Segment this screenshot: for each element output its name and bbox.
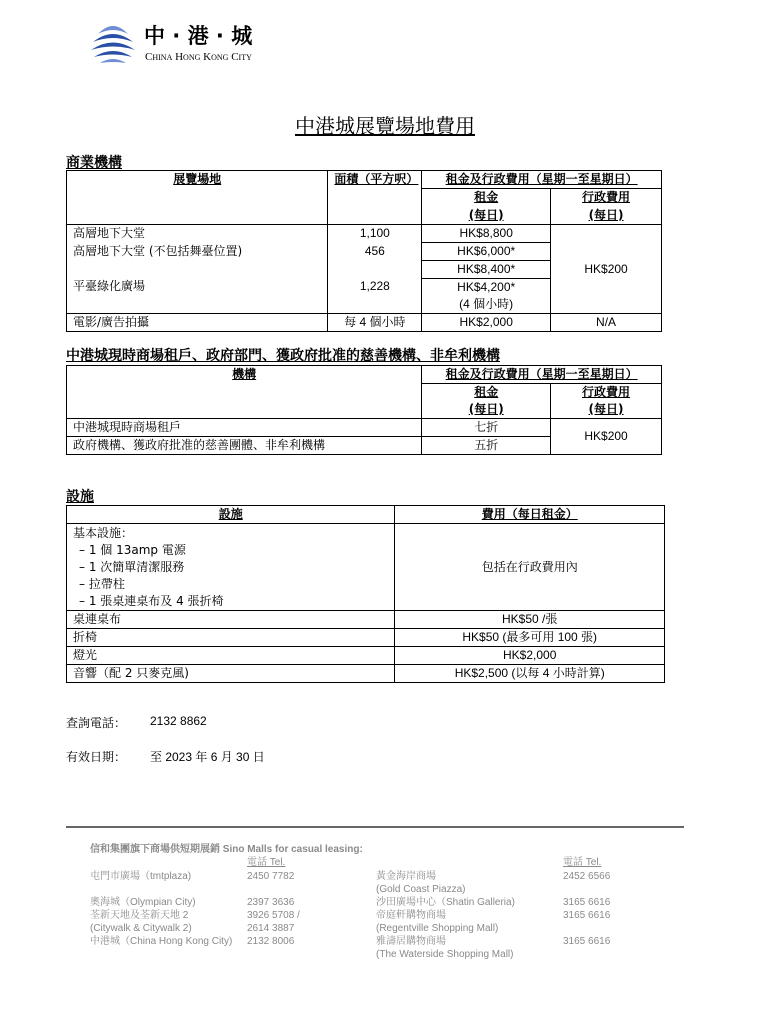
footer-mall-tel: 2132 8006: [247, 936, 295, 947]
globe-logo-icon: [88, 20, 138, 70]
footer-mall-tel: 3165 6616: [563, 936, 611, 947]
footer-mall-name: 奧海城（Olympian City): [90, 897, 196, 908]
header-facility-fee: 費用（每日租金）: [395, 506, 665, 524]
header-rent-unit: (每日): [422, 207, 551, 225]
logo-english-name: [144, 48, 274, 64]
list-item: – 1 張桌連桌布及 4 張折椅: [79, 594, 224, 608]
footer-mall-name: 屯門市廣場（tmtplaza): [90, 871, 192, 882]
table-row-venue: 高層地下大堂 (不包括舞臺位置): [67, 243, 328, 261]
footer-mall-name: 沙田廣場中心（Shatin Galleria): [376, 897, 515, 908]
footer-mall-tel: 3165 6616: [563, 910, 611, 921]
section-tenants-heading: 中港城現時商場租戶、政府部門、獲政府批准的慈善機構、非牟利機構: [66, 348, 500, 364]
table-row-fee: HK$2,000: [395, 647, 665, 665]
table-row-facility: 燈光: [67, 647, 395, 665]
logo-chinese-name: 中 · 港 · 城: [144, 24, 253, 48]
footer-mall-name: (The Waterside Shopping Mall): [376, 949, 514, 960]
footer-divider: [66, 826, 684, 828]
header-rent-unit: (每日): [422, 401, 551, 419]
table-row-facility: 音響（配 2 只麥克風): [67, 665, 395, 683]
footer-mall-name: 中港城（China Hong Kong City): [90, 936, 233, 947]
footer-heading: 信和集團旗下商場供短期展銷 Sino Malls for casual leasing:: [90, 844, 363, 855]
table-row-discount: 七折: [422, 419, 551, 437]
table-admin-fee: HK$200: [551, 225, 662, 314]
table-row-org: 政府機構、獲政府批准的慈善團體、非牟利機構: [67, 437, 422, 455]
table-row-rent: HK$8,400*: [422, 261, 551, 279]
table-row-area: 1,100: [328, 225, 422, 243]
table-row-venue: 高層地下大堂: [67, 225, 328, 243]
footer-mall-name: 荃新天地及荃新天地 2: [90, 910, 189, 921]
header-fees: 租金及行政費用（星期一至星期日）: [422, 171, 662, 189]
table-row-rent: HK$2,000: [422, 314, 551, 332]
header-rent: 租金: [422, 189, 551, 207]
header-fees: 租金及行政費用（星期一至星期日）: [422, 366, 662, 384]
footer-tel-label-right: 電話 Tel.: [563, 857, 602, 868]
footer-mall-tel: 2614 3887: [247, 923, 295, 934]
header-area: 面積（平方呎）: [328, 171, 422, 225]
header-rent: 租金: [422, 384, 551, 402]
table-row-area: 456: [328, 243, 422, 261]
enquiry-line: [66, 714, 207, 731]
list-item: – 1 個 13amp 電源: [79, 543, 186, 557]
footer-mall-name: (Gold Coast Piazza): [376, 884, 466, 895]
table-row-fee: HK$2,500 (以每 4 小時計算): [395, 665, 665, 683]
table-row-org: 中港城現時商場租戶: [67, 419, 422, 437]
svg-text:CHINA HONG KONG CITY: CHINA HONG KONG CITY: [145, 51, 252, 63]
footer-mall-tel: 3165 6616: [563, 897, 611, 908]
enquiry-phone: 2132 8862: [150, 714, 207, 728]
header-admin: 行政費用: [551, 384, 662, 402]
footer-mall-name: (Regentville Shopping Mall): [376, 923, 499, 934]
table-row-rent-note: (4 個小時): [422, 296, 551, 314]
commercial-fee-table: [66, 170, 662, 332]
footer-mall-tel: 2397 3636: [247, 897, 295, 908]
table-row-facility: 折椅: [67, 629, 395, 647]
table-row-facility: 桌連桌布: [67, 611, 395, 629]
table-row-rent: HK$8,800: [422, 225, 551, 243]
header-admin: 行政費用: [551, 189, 662, 207]
footer-tel-label-left: 電話 Tel.: [247, 857, 286, 868]
footer-mall-tel: 2450 7782: [247, 871, 295, 882]
header-facility: 設施: [67, 506, 395, 524]
header-admin-unit: (每日): [551, 401, 662, 419]
facilities-fee-table: [66, 505, 665, 683]
header-venue: 展覽場地: [67, 171, 328, 225]
section-facilities-heading: 設施: [66, 489, 94, 505]
header-organisation: 機構: [67, 366, 422, 419]
tenant-fee-table: [66, 365, 662, 455]
footer-mall-name: 黃金海岸商場: [376, 871, 436, 882]
table-row-venue: 平臺綠化廣場: [67, 261, 328, 314]
enquiry-label: 查詢電話：: [66, 716, 127, 730]
table-row-fee: HK$50 /張: [395, 611, 665, 629]
basic-facilities-cell: [67, 524, 395, 611]
basic-facilities-title: 基本設施：: [73, 526, 134, 540]
footer-mall-name: (Citywalk & Citywalk 2): [90, 923, 192, 934]
validity-date: 至 2023 年 6 月 30 日: [150, 750, 265, 764]
list-item: – 1 次簡單清潔服務: [79, 560, 185, 574]
validity-label: 有效日期：: [66, 750, 127, 764]
footer-mall-name: 帝庭軒購物商場: [376, 910, 446, 921]
table-row-admin: N/A: [551, 314, 662, 332]
company-logo: [88, 20, 258, 70]
page-title: 中港城展覽場地費用: [295, 114, 475, 138]
list-item: – 拉帶柱: [79, 577, 125, 591]
table-row-fee: HK$50 (最多可用 100 張): [395, 629, 665, 647]
table-row-rent-alt: HK$4,200*: [422, 279, 551, 297]
table-admin-fee: HK$200: [551, 419, 662, 455]
table-row-venue: 電影/廣告拍攝: [67, 314, 328, 332]
validity-line: [66, 748, 265, 765]
section-commercial-heading: 商業機構: [66, 155, 122, 171]
table-row-area: 1,228: [328, 261, 422, 314]
table-row-discount: 五折: [422, 437, 551, 455]
footer-mall-tel: 3926 5708 /: [247, 910, 300, 921]
footer-mall-name: 雅濤居購物商場: [376, 936, 446, 947]
header-admin-unit: (每日): [551, 207, 662, 225]
table-row-area: 每 4 個小時: [328, 314, 422, 332]
basic-facilities-fee: 包括在行政費用內: [395, 524, 665, 611]
table-row-rent: HK$6,000*: [422, 243, 551, 261]
footer-mall-tel: 2452 6566: [563, 871, 611, 882]
